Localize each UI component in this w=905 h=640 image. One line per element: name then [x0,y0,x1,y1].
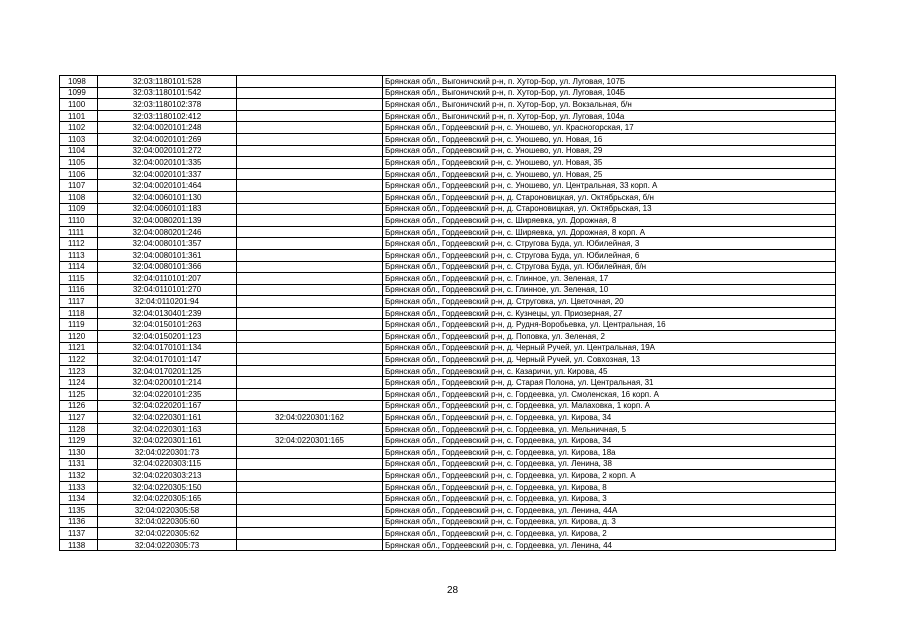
table-row [60,296,836,308]
row-number-cell: 1129 [60,435,98,447]
cadastral-number-cell: 32:04:0220305:150 [98,481,237,493]
address-cell: Брянская обл., Гордеевский р-н, с. Гордеевка, ул. Кирова, 2 [383,528,836,540]
address-cell: Брянская обл., Гордеевский р-н, с. Гордеевка, ул. Кирова, 18а [383,447,836,459]
table-row [60,342,836,354]
cadastral-number-cell: 32:04:0220301:161 [98,412,237,424]
cadastral-number-cell: 32:04:0220101:235 [98,389,237,401]
cadastral-number-cell: 32:04:0170101:134 [98,342,237,354]
address-cell: Брянская обл., Гордеевский р-н, с. Гордеевка, ул. Смоленская, 16 корп. А [383,389,836,401]
table-row [60,145,836,157]
table-row [60,319,836,331]
related-cadastral-number-cell [237,145,383,157]
table-row [60,99,836,111]
table-row [60,122,836,134]
cadastral-number-cell: 32:04:0020101:337 [98,168,237,180]
cadastral-number-cell: 32:04:0220303:115 [98,458,237,470]
cadastral-number-cell: 32:04:0110101:207 [98,273,237,285]
table-row [60,400,836,412]
registry-table [59,75,836,551]
table-row [60,284,836,296]
table-row [60,261,836,273]
address-cell: Брянская обл., Гордеевский р-н, д. Поповка, ул. Зеленая, 2 [383,331,836,343]
cadastral-number-cell: 32:04:0080101:357 [98,238,237,250]
table-row [60,226,836,238]
address-cell: Брянская обл., Гордеевский р-н, с. Глинное, ул. Зеленая, 17 [383,273,836,285]
cadastral-number-cell: 32:04:0020101:272 [98,145,237,157]
row-number-cell: 1128 [60,423,98,435]
related-cadastral-number-cell [237,470,383,482]
table-row [60,365,836,377]
row-number-cell: 1123 [60,365,98,377]
table-row [60,389,836,401]
related-cadastral-number-cell [237,296,383,308]
cadastral-number-cell: 32:04:0080201:246 [98,226,237,238]
row-number-cell: 1127 [60,412,98,424]
row-number-cell: 1133 [60,481,98,493]
address-cell: Брянская обл., Выгоничский р-н, п. Хутор-Бор, ул. Луговая, 104а [383,110,836,122]
cadastral-number-cell: 32:04:0200101:214 [98,377,237,389]
related-cadastral-number-cell [237,99,383,111]
table-row [60,528,836,540]
table-row [60,447,836,459]
related-cadastral-number-cell [237,458,383,470]
related-cadastral-number-cell [237,528,383,540]
address-cell: Брянская обл., Гордеевский р-н, с. Уношево, ул. Новая, 35 [383,157,836,169]
cadastral-number-cell: 32:04:0020101:269 [98,133,237,145]
address-cell: Брянская обл., Гордеевский р-н, с. Кузнецы, ул. Приозерная, 27 [383,307,836,319]
row-number-cell: 1125 [60,389,98,401]
table-row [60,110,836,122]
cadastral-number-cell: 32:04:0020101:248 [98,122,237,134]
registry-table-body [60,76,836,551]
cadastral-number-cell: 32:03:1180101:528 [98,76,237,88]
address-cell: Брянская обл., Гордеевский р-н, д. Черный Ручей, ул. Центральная, 19А [383,342,836,354]
table-row [60,180,836,192]
table-row [60,307,836,319]
related-cadastral-number-cell [237,400,383,412]
address-cell: Брянская обл., Гордеевский р-н, с. Уношево, ул. Новая, 25 [383,168,836,180]
related-cadastral-number-cell [237,261,383,273]
row-number-cell: 1117 [60,296,98,308]
row-number-cell: 1107 [60,180,98,192]
cadastral-number-cell: 32:04:0220303:213 [98,470,237,482]
address-cell: Брянская обл., Гордеевский р-н, д. Черный Ручей, ул. Совхозная, 13 [383,354,836,366]
row-number-cell: 1137 [60,528,98,540]
address-cell: Брянская обл., Выгоничский р-н, п. Хутор-Бор, ул. Луговая, 104Б [383,87,836,99]
cadastral-number-cell: 32:04:0170201:125 [98,365,237,377]
related-cadastral-number-cell [237,284,383,296]
row-number-cell: 1135 [60,504,98,516]
row-number-cell: 1108 [60,191,98,203]
row-number-cell: 1110 [60,215,98,227]
address-cell: Брянская обл., Гордеевский р-н, с. Гордеевка, ул. Малаховка, 1 корп. А [383,400,836,412]
cadastral-number-cell: 32:03:1180101:542 [98,87,237,99]
row-number-cell: 1136 [60,516,98,528]
related-cadastral-number-cell [237,377,383,389]
address-cell: Брянская обл., Гордеевский р-н, с. Гордеевка, ул. Кирова, 8 [383,481,836,493]
address-cell: Брянская обл., Гордеевский р-н, с. Ширяевка, ул. Дорожная, 8 [383,215,836,227]
row-number-cell: 1102 [60,122,98,134]
address-cell: Брянская обл., Гордеевский р-н, с. Уношево, ул. Новая, 29 [383,145,836,157]
cadastral-number-cell: 32:04:0130401:239 [98,307,237,319]
table-row [60,273,836,285]
related-cadastral-number-cell [237,447,383,459]
related-cadastral-number-cell [237,481,383,493]
address-cell: Брянская обл., Гордеевский р-н, с. Гордеевка, ул. Ленина, 44А [383,504,836,516]
cadastral-number-cell: 32:04:0220301:73 [98,447,237,459]
row-number-cell: 1104 [60,145,98,157]
address-cell: Брянская обл., Гордеевский р-н, с. Стругова Буда, ул. Юбилейная, б/н [383,261,836,273]
address-cell: Брянская обл., Выгоничский р-н, п. Хутор-Бор, ул. Луговая, 107Б [383,76,836,88]
address-cell: Брянская обл., Гордеевский р-н, с. Гордеевка, ул. Кирова, д. 3 [383,516,836,528]
table-row [60,481,836,493]
row-number-cell: 1106 [60,168,98,180]
row-number-cell: 1126 [60,400,98,412]
row-number-cell: 1101 [60,110,98,122]
address-cell: Брянская обл., Гордеевский р-н, с. Гордеевка, ул. Мельничная, 5 [383,423,836,435]
cadastral-number-cell: 32:04:0060101:130 [98,191,237,203]
row-number-cell: 1132 [60,470,98,482]
cadastral-number-cell: 32:04:0220305:58 [98,504,237,516]
row-number-cell: 1118 [60,307,98,319]
cadastral-number-cell: 32:04:0220305:60 [98,516,237,528]
related-cadastral-number-cell [237,215,383,227]
table-row [60,470,836,482]
cadastral-number-cell: 32:04:0020101:335 [98,157,237,169]
table-row [60,168,836,180]
cadastral-number-cell: 32:03:1180102:412 [98,110,237,122]
address-cell: Брянская обл., Гордеевский р-н, с. Гордеевка, ул. Кирова, 2 корп. А [383,470,836,482]
row-number-cell: 1111 [60,226,98,238]
address-cell: Брянская обл., Гордеевский р-н, с. Ширяевка, ул. Дорожная, 8 корп. А [383,226,836,238]
table-row [60,516,836,528]
address-cell: Брянская обл., Гордеевский р-н, с. Гордеевка, ул. Кирова, 3 [383,493,836,505]
cadastral-number-cell: 32:04:0220301:161 [98,435,237,447]
related-cadastral-number-cell [237,157,383,169]
address-cell: Брянская обл., Гордеевский р-н, с. Гордеевка, ул. Ленина, 44 [383,539,836,551]
table-row [60,539,836,551]
row-number-cell: 1109 [60,203,98,215]
table-row [60,87,836,99]
cadastral-number-cell: 32:04:0080101:366 [98,261,237,273]
address-cell: Брянская обл., Гордеевский р-н, д. Струговка, ул. Цветочная, 20 [383,296,836,308]
address-cell: Брянская обл., Выгоничский р-н, п. Хутор-Бор, ул. Вокзальная, б/н [383,99,836,111]
address-cell: Брянская обл., Гордеевский р-н, с. Гордеевка, ул. Кирова, 34 [383,412,836,424]
address-cell: Брянская обл., Гордеевский р-н, с. Стругова Буда, ул. Юбилейная, 3 [383,238,836,250]
cadastral-number-cell: 32:04:0220305:165 [98,493,237,505]
row-number-cell: 1130 [60,447,98,459]
row-number-cell: 1103 [60,133,98,145]
cadastral-number-cell: 32:04:0150101:263 [98,319,237,331]
related-cadastral-number-cell [237,203,383,215]
row-number-cell: 1138 [60,539,98,551]
cadastral-number-cell: 32:04:0060101:183 [98,203,237,215]
cadastral-number-cell: 32:03:1180102:378 [98,99,237,111]
table-row [60,354,836,366]
row-number-cell: 1134 [60,493,98,505]
related-cadastral-number-cell [237,273,383,285]
table-row [60,458,836,470]
related-cadastral-number-cell [237,331,383,343]
cadastral-number-cell: 32:04:0220305:73 [98,539,237,551]
related-cadastral-number-cell [237,191,383,203]
row-number-cell: 1100 [60,99,98,111]
table-row [60,203,836,215]
related-cadastral-number-cell [237,389,383,401]
related-cadastral-number-cell [237,307,383,319]
address-cell: Брянская обл., Гордеевский р-н, с. Казаричи, ул. Кирова, 45 [383,365,836,377]
row-number-cell: 1114 [60,261,98,273]
related-cadastral-number-cell [237,539,383,551]
related-cadastral-number-cell [237,76,383,88]
table-row [60,76,836,88]
table-row [60,493,836,505]
related-cadastral-number-cell [237,238,383,250]
related-cadastral-number-cell [237,226,383,238]
row-number-cell: 1121 [60,342,98,354]
table-row [60,215,836,227]
table-row [60,377,836,389]
related-cadastral-number-cell [237,122,383,134]
address-cell: Брянская обл., Гордеевский р-н, с. Уношево, ул. Красногорская, 17 [383,122,836,134]
cadastral-number-cell: 32:04:0080101:361 [98,249,237,261]
address-cell: Брянская обл., Гордеевский р-н, д. Староновицкая, ул. Октябрьская, 13 [383,203,836,215]
table-row [60,249,836,261]
related-cadastral-number-cell [237,180,383,192]
related-cadastral-number-cell [237,319,383,331]
table-row [60,331,836,343]
row-number-cell: 1124 [60,377,98,389]
row-number-cell: 1115 [60,273,98,285]
cadastral-number-cell: 32:04:0110101:270 [98,284,237,296]
address-cell: Брянская обл., Гордеевский р-н, с. Глинное, ул. Зеленая, 10 [383,284,836,296]
cadastral-number-cell: 32:04:0150201:123 [98,331,237,343]
related-cadastral-number-cell [237,249,383,261]
page-number: 28 [446,585,459,596]
cadastral-number-cell: 32:04:0170101:147 [98,354,237,366]
table-row [60,133,836,145]
cadastral-number-cell: 32:04:0220201:167 [98,400,237,412]
address-cell: Брянская обл., Гордеевский р-н, с. Гордеевка, ул. Кирова, 34 [383,435,836,447]
row-number-cell: 1131 [60,458,98,470]
related-cadastral-number-cell [237,110,383,122]
related-cadastral-number-cell [237,493,383,505]
row-number-cell: 1099 [60,87,98,99]
related-cadastral-number-cell [237,516,383,528]
cadastral-number-cell: 32:04:0110201:94 [98,296,237,308]
address-cell: Брянская обл., Гордеевский р-н, с. Уношево, ул. Центральная, 33 корп. А [383,180,836,192]
table-row [60,435,836,447]
related-cadastral-number-cell [237,354,383,366]
row-number-cell: 1119 [60,319,98,331]
row-number-cell: 1098 [60,76,98,88]
address-cell: Брянская обл., Гордеевский р-н, д. Рудня-Воробьевка, ул. Центральная, 16 [383,319,836,331]
related-cadastral-number-cell: 32:04:0220301:165 [237,435,383,447]
row-number-cell: 1112 [60,238,98,250]
cadastral-number-cell: 32:04:0220305:62 [98,528,237,540]
related-cadastral-number-cell [237,365,383,377]
row-number-cell: 1105 [60,157,98,169]
cadastral-number-cell: 32:04:0020101:464 [98,180,237,192]
related-cadastral-number-cell [237,168,383,180]
related-cadastral-number-cell [237,504,383,516]
table-row [60,191,836,203]
address-cell: Брянская обл., Гордеевский р-н, д. Старая Полона, ул. Центральная, 31 [383,377,836,389]
row-number-cell: 1113 [60,249,98,261]
table-row [60,412,836,424]
table-row [60,423,836,435]
related-cadastral-number-cell: 32:04:0220301:162 [237,412,383,424]
related-cadastral-number-cell [237,133,383,145]
related-cadastral-number-cell [237,423,383,435]
row-number-cell: 1116 [60,284,98,296]
table-row [60,157,836,169]
cadastral-number-cell: 32:04:0080201:139 [98,215,237,227]
address-cell: Брянская обл., Гордеевский р-н, с. Гордеевка, ул. Ленина, 38 [383,458,836,470]
related-cadastral-number-cell [237,342,383,354]
address-cell: Брянская обл., Гордеевский р-н, с. Уношево, ул. Новая, 16 [383,133,836,145]
table-row [60,504,836,516]
row-number-cell: 1120 [60,331,98,343]
row-number-cell: 1122 [60,354,98,366]
address-cell: Брянская обл., Гордеевский р-н, д. Староновицкая, ул. Октябрьская, б/н [383,191,836,203]
address-cell: Брянская обл., Гордеевский р-н, с. Стругова Буда, ул. Юбилейная, 6 [383,249,836,261]
table-row [60,238,836,250]
cadastral-number-cell: 32:04:0220301:163 [98,423,237,435]
related-cadastral-number-cell [237,87,383,99]
